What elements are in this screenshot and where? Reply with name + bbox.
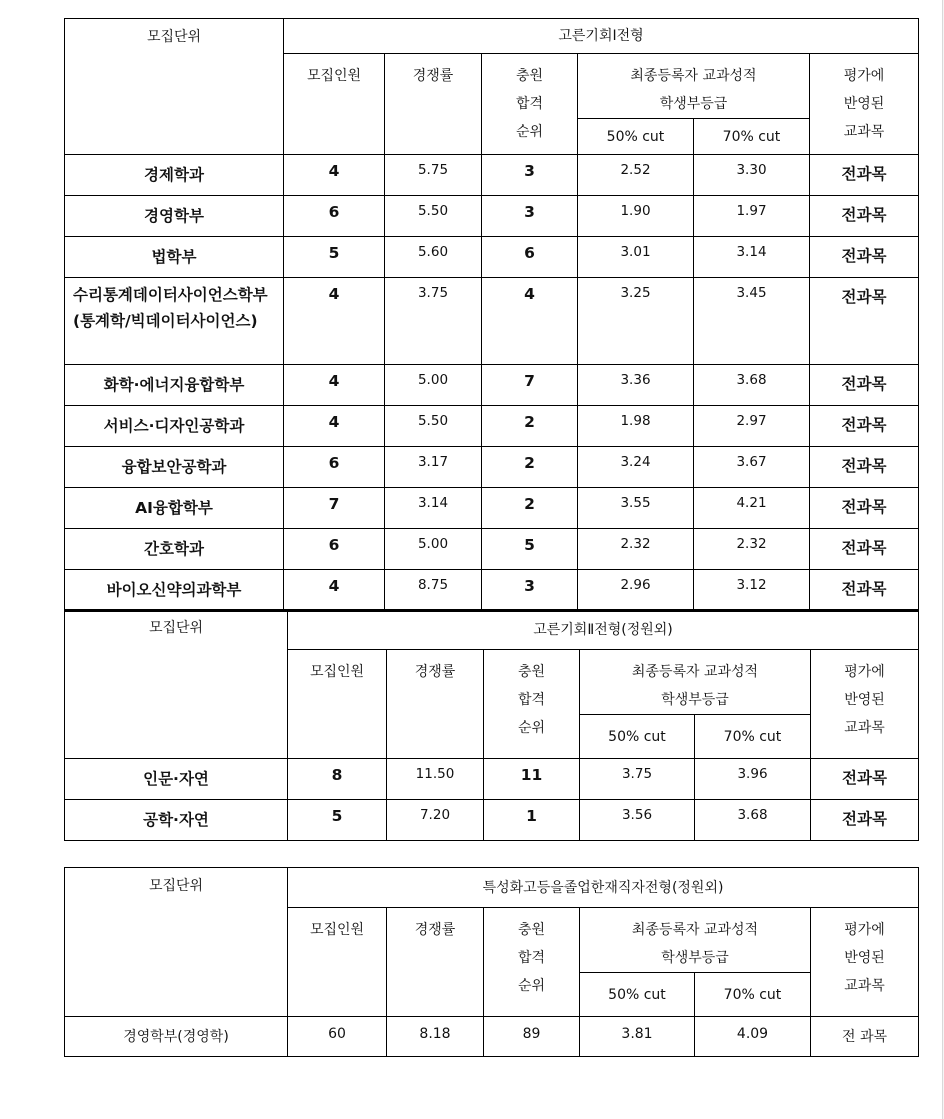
row-subject: 전과목	[810, 365, 919, 406]
header-recruit: 모집인원	[288, 650, 387, 759]
row-recruit: 6	[284, 447, 385, 488]
row-rank: 4	[482, 278, 578, 365]
header-rank: 충원 합격 순위	[484, 650, 580, 759]
table-row	[65, 406, 919, 447]
row-cut70: 3.96	[695, 759, 811, 800]
header-cut50: 50% cut	[578, 119, 694, 155]
row-subject: 전과목	[810, 447, 919, 488]
row-recruit: 4	[284, 365, 385, 406]
table-equal-opportunity-1	[64, 18, 919, 612]
row-cut70: 3.68	[694, 365, 810, 406]
table-vocational-graduates	[64, 867, 919, 1057]
header-title: 고른기회Ⅱ전형(정원외)	[288, 610, 919, 650]
row-name: 공학·자연	[65, 800, 288, 841]
table-row	[65, 196, 919, 237]
row-name: 경영학부(경영학)	[65, 1017, 288, 1057]
row-rank: 3	[482, 155, 578, 196]
row-cut70: 3.68	[695, 800, 811, 841]
table-row	[65, 365, 919, 406]
row-cut70: 3.67	[694, 447, 810, 488]
row-competition: 5.50	[385, 406, 482, 447]
row-subject: 전과목	[810, 278, 919, 365]
row-subject: 전과목	[811, 800, 919, 841]
row-subject: 전과목	[810, 570, 919, 611]
row-recruit: 6	[284, 529, 385, 570]
row-competition: 8.75	[385, 570, 482, 611]
row-subject: 전과목	[810, 155, 919, 196]
header-competition: 경쟁률	[385, 54, 482, 155]
row-cut70: 1.97	[694, 196, 810, 237]
header-rank: 충원 합격 순위	[482, 54, 578, 155]
header-cut50: 50% cut	[580, 973, 695, 1017]
row-name: 경제학과	[65, 155, 284, 196]
row-name: 간호학과	[65, 529, 284, 570]
header-grade: 최종등록자 교과성적 학생부등급	[578, 54, 810, 119]
row-recruit: 6	[284, 196, 385, 237]
row-cut50: 3.01	[578, 237, 694, 278]
header-grade: 최종등록자 교과성적 학생부등급	[580, 908, 811, 973]
row-cut70: 3.14	[694, 237, 810, 278]
header-unit: 모집단위	[65, 19, 284, 155]
header-cut70: 70% cut	[694, 119, 810, 155]
row-cut50: 1.98	[578, 406, 694, 447]
row-name: 수리통계데이터사이언스학부(통계학/빅데이터사이언스)	[65, 278, 284, 365]
header-title: 특성화고등을졸업한재직자전형(정원외)	[288, 868, 919, 908]
row-cut50: 3.36	[578, 365, 694, 406]
row-subject: 전과목	[810, 488, 919, 529]
row-rank: 2	[482, 406, 578, 447]
table-row	[65, 488, 919, 529]
row-competition: 5.00	[385, 529, 482, 570]
row-competition: 3.14	[385, 488, 482, 529]
row-cut50: 3.56	[580, 800, 695, 841]
row-cut50: 2.96	[578, 570, 694, 611]
row-name: 바이오신약의과학부	[65, 570, 284, 611]
row-rank: 5	[482, 529, 578, 570]
header-cut50: 50% cut	[580, 715, 695, 759]
row-cut70: 4.09	[695, 1017, 811, 1057]
row-name: 경영학부	[65, 196, 284, 237]
row-competition: 5.50	[385, 196, 482, 237]
header-recruit: 모집인원	[288, 908, 387, 1017]
row-cut50: 1.90	[578, 196, 694, 237]
header-competition: 경쟁률	[387, 650, 484, 759]
row-cut50: 2.32	[578, 529, 694, 570]
row-recruit: 7	[284, 488, 385, 529]
header-cut70: 70% cut	[695, 715, 811, 759]
row-subject: 전과목	[810, 237, 919, 278]
row-competition: 5.60	[385, 237, 482, 278]
row-cut50: 3.25	[578, 278, 694, 365]
row-subject: 전과목	[810, 529, 919, 570]
row-subject: 전 과목	[811, 1017, 919, 1057]
header-subject: 평가에 반영된 교과목	[811, 908, 919, 1017]
row-recruit: 5	[288, 800, 387, 841]
table-row	[65, 800, 919, 841]
row-cut70: 2.32	[694, 529, 810, 570]
row-rank: 3	[482, 570, 578, 611]
row-name: 화학·에너지융합학부	[65, 365, 284, 406]
row-recruit: 4	[284, 278, 385, 365]
header-cut70: 70% cut	[695, 973, 811, 1017]
row-name: 서비스·디자인공학과	[65, 406, 284, 447]
header-unit: 모집단위	[65, 868, 288, 1017]
row-competition: 5.75	[385, 155, 482, 196]
row-rank: 11	[484, 759, 580, 800]
table-row	[65, 570, 919, 611]
header-competition: 경쟁률	[387, 908, 484, 1017]
row-subject: 전과목	[810, 406, 919, 447]
row-cut70: 3.12	[694, 570, 810, 611]
row-rank: 3	[482, 196, 578, 237]
row-recruit: 8	[288, 759, 387, 800]
table-equal-opportunity-2	[64, 609, 919, 841]
row-cut50: 3.81	[580, 1017, 695, 1057]
table-row	[65, 237, 919, 278]
header-subject: 평가에 반영된 교과목	[811, 650, 919, 759]
row-competition: 8.18	[387, 1017, 484, 1057]
row-name: AI융합학부	[65, 488, 284, 529]
row-name: 융합보안공학과	[65, 447, 284, 488]
header-recruit: 모집인원	[284, 54, 385, 155]
row-cut50: 3.24	[578, 447, 694, 488]
row-rank: 2	[482, 488, 578, 529]
header-unit: 모집단위	[65, 610, 288, 759]
row-rank: 2	[482, 447, 578, 488]
row-subject: 전과목	[810, 196, 919, 237]
row-subject: 전과목	[811, 759, 919, 800]
table-row	[65, 278, 919, 365]
row-cut70: 3.30	[694, 155, 810, 196]
table-row	[65, 529, 919, 570]
row-competition: 3.17	[385, 447, 482, 488]
table-row	[65, 155, 919, 196]
header-title: 고른기회Ⅰ전형	[284, 19, 919, 54]
row-cut70: 2.97	[694, 406, 810, 447]
row-name: 인문·자연	[65, 759, 288, 800]
row-cut50: 3.55	[578, 488, 694, 529]
row-recruit: 4	[284, 155, 385, 196]
row-competition: 11.50	[387, 759, 484, 800]
row-name: 법학부	[65, 237, 284, 278]
row-rank: 1	[484, 800, 580, 841]
row-competition: 7.20	[387, 800, 484, 841]
header-rank: 충원 합격 순위	[484, 908, 580, 1017]
row-cut70: 3.45	[694, 278, 810, 365]
table-row	[65, 447, 919, 488]
row-competition: 3.75	[385, 278, 482, 365]
row-cut50: 3.75	[580, 759, 695, 800]
row-rank: 89	[484, 1017, 580, 1057]
header-subject: 평가에 반영된 교과목	[810, 54, 919, 155]
table-row	[65, 1017, 919, 1057]
row-competition: 5.00	[385, 365, 482, 406]
table-row	[65, 759, 919, 800]
row-rank: 7	[482, 365, 578, 406]
header-grade: 최종등록자 교과성적 학생부등급	[580, 650, 811, 715]
row-recruit: 4	[284, 406, 385, 447]
row-cut70: 4.21	[694, 488, 810, 529]
row-cut50: 2.52	[578, 155, 694, 196]
row-rank: 6	[482, 237, 578, 278]
row-recruit: 5	[284, 237, 385, 278]
row-recruit: 4	[284, 570, 385, 611]
row-recruit: 60	[288, 1017, 387, 1057]
